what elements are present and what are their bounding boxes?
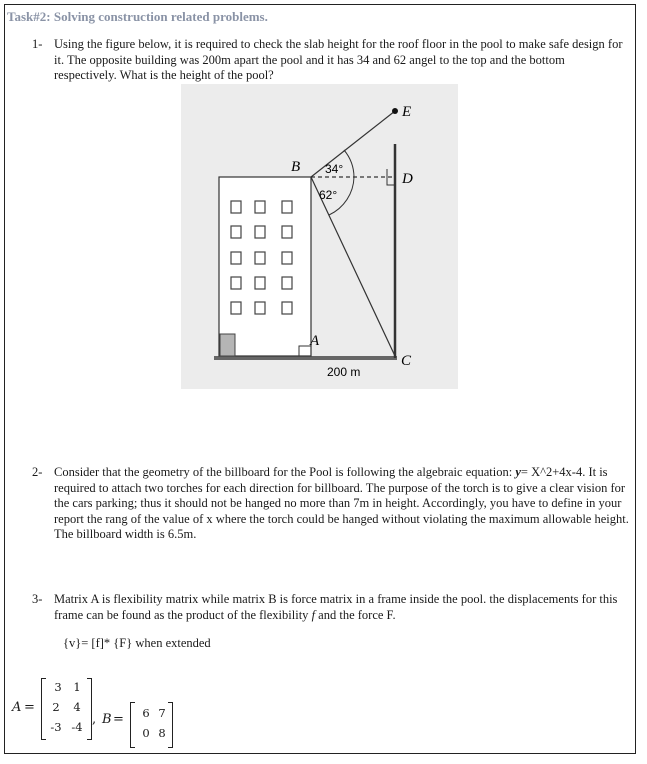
question-3-text-post: and the force F. [315,607,396,622]
matrix-A-cell: 3 [54,680,62,694]
question-3-number: 3- [32,592,43,606]
matrix-B-cell: 0 [142,726,150,740]
label-E: E [402,104,412,120]
angle-arc-top [344,150,354,177]
line-B-C [311,177,395,356]
question-3-text [54,592,632,623]
matrix-B [92,700,192,750]
label-B: B [291,159,301,175]
matrix-B-cell: 6 [142,706,150,720]
point-E [392,108,398,114]
flexibility-variable-f: f [311,607,316,622]
matrix-B-label: B [102,712,112,727]
task-title: Task#2: Solving construction related problems. [7,9,268,24]
question-2-text-pre: Consider that the geometry of the billboard for the Pool is following the algebraic equation: [54,465,516,479]
label-D: D [402,171,413,187]
matrix-B-cell: 8 [158,726,166,740]
matrix-A-cell: 4 [73,700,81,714]
label-A: A [310,333,320,349]
angle-label-bottom: 62° [319,188,338,202]
question-2-number: 2- [32,465,43,479]
matrix-B-equals: = [113,712,124,727]
matrix-B-left-bracket [130,702,135,748]
angle-label-top: 34° [325,162,344,176]
figure-building-diagram [181,84,458,389]
label-C: C [401,353,412,369]
matrix-A-label: A [12,700,22,715]
question-1-text: Using the figure below, it is required to check the slab height for the roof floor in the pool to make safe design for it. The opposite building was 200m apart the pool and it has 34 and 62 angel to the top and the bottom respectively. What is the height of the pool? [54,37,623,82]
question-2-text [54,465,632,543]
matrix-A-equals: = [24,700,35,715]
question-1-number: 1- [32,37,43,51]
displacement-formula: {v}= [f]* {F} when extended [63,636,211,650]
matrix-A [12,676,102,746]
distance-label: 200 m [327,365,361,379]
matrix-A-cell: -4 [71,720,83,734]
matrix-A-cell: 2 [52,700,60,714]
question-3-text-pre: Matrix A is flexibility matrix while matrix B is force matrix in a frame inside the pool. the displacements for this frame can be found as the product of the flexibility [54,592,618,622]
building-door [220,334,235,356]
question-2-text-post: = X^2+4x-4. It is required to attach two torches for each direction for billboard. The purpose of the torch is to give a clear vision for the cars parking; thus it should not be hanged no more than 7m in height. Accordingly, you have to define in your report the rang of the value of x where the torch could be hanged without violating the maximum allowable height. The billboard width is 6.5m. [54,465,629,541]
matrix-B-cell: 7 [158,706,166,720]
equation-variable-y: y [515,465,521,479]
matrix-B-separator: , [92,712,97,727]
matrix-A-cell: -3 [50,720,62,734]
matrix-A-cell: 1 [73,680,81,694]
